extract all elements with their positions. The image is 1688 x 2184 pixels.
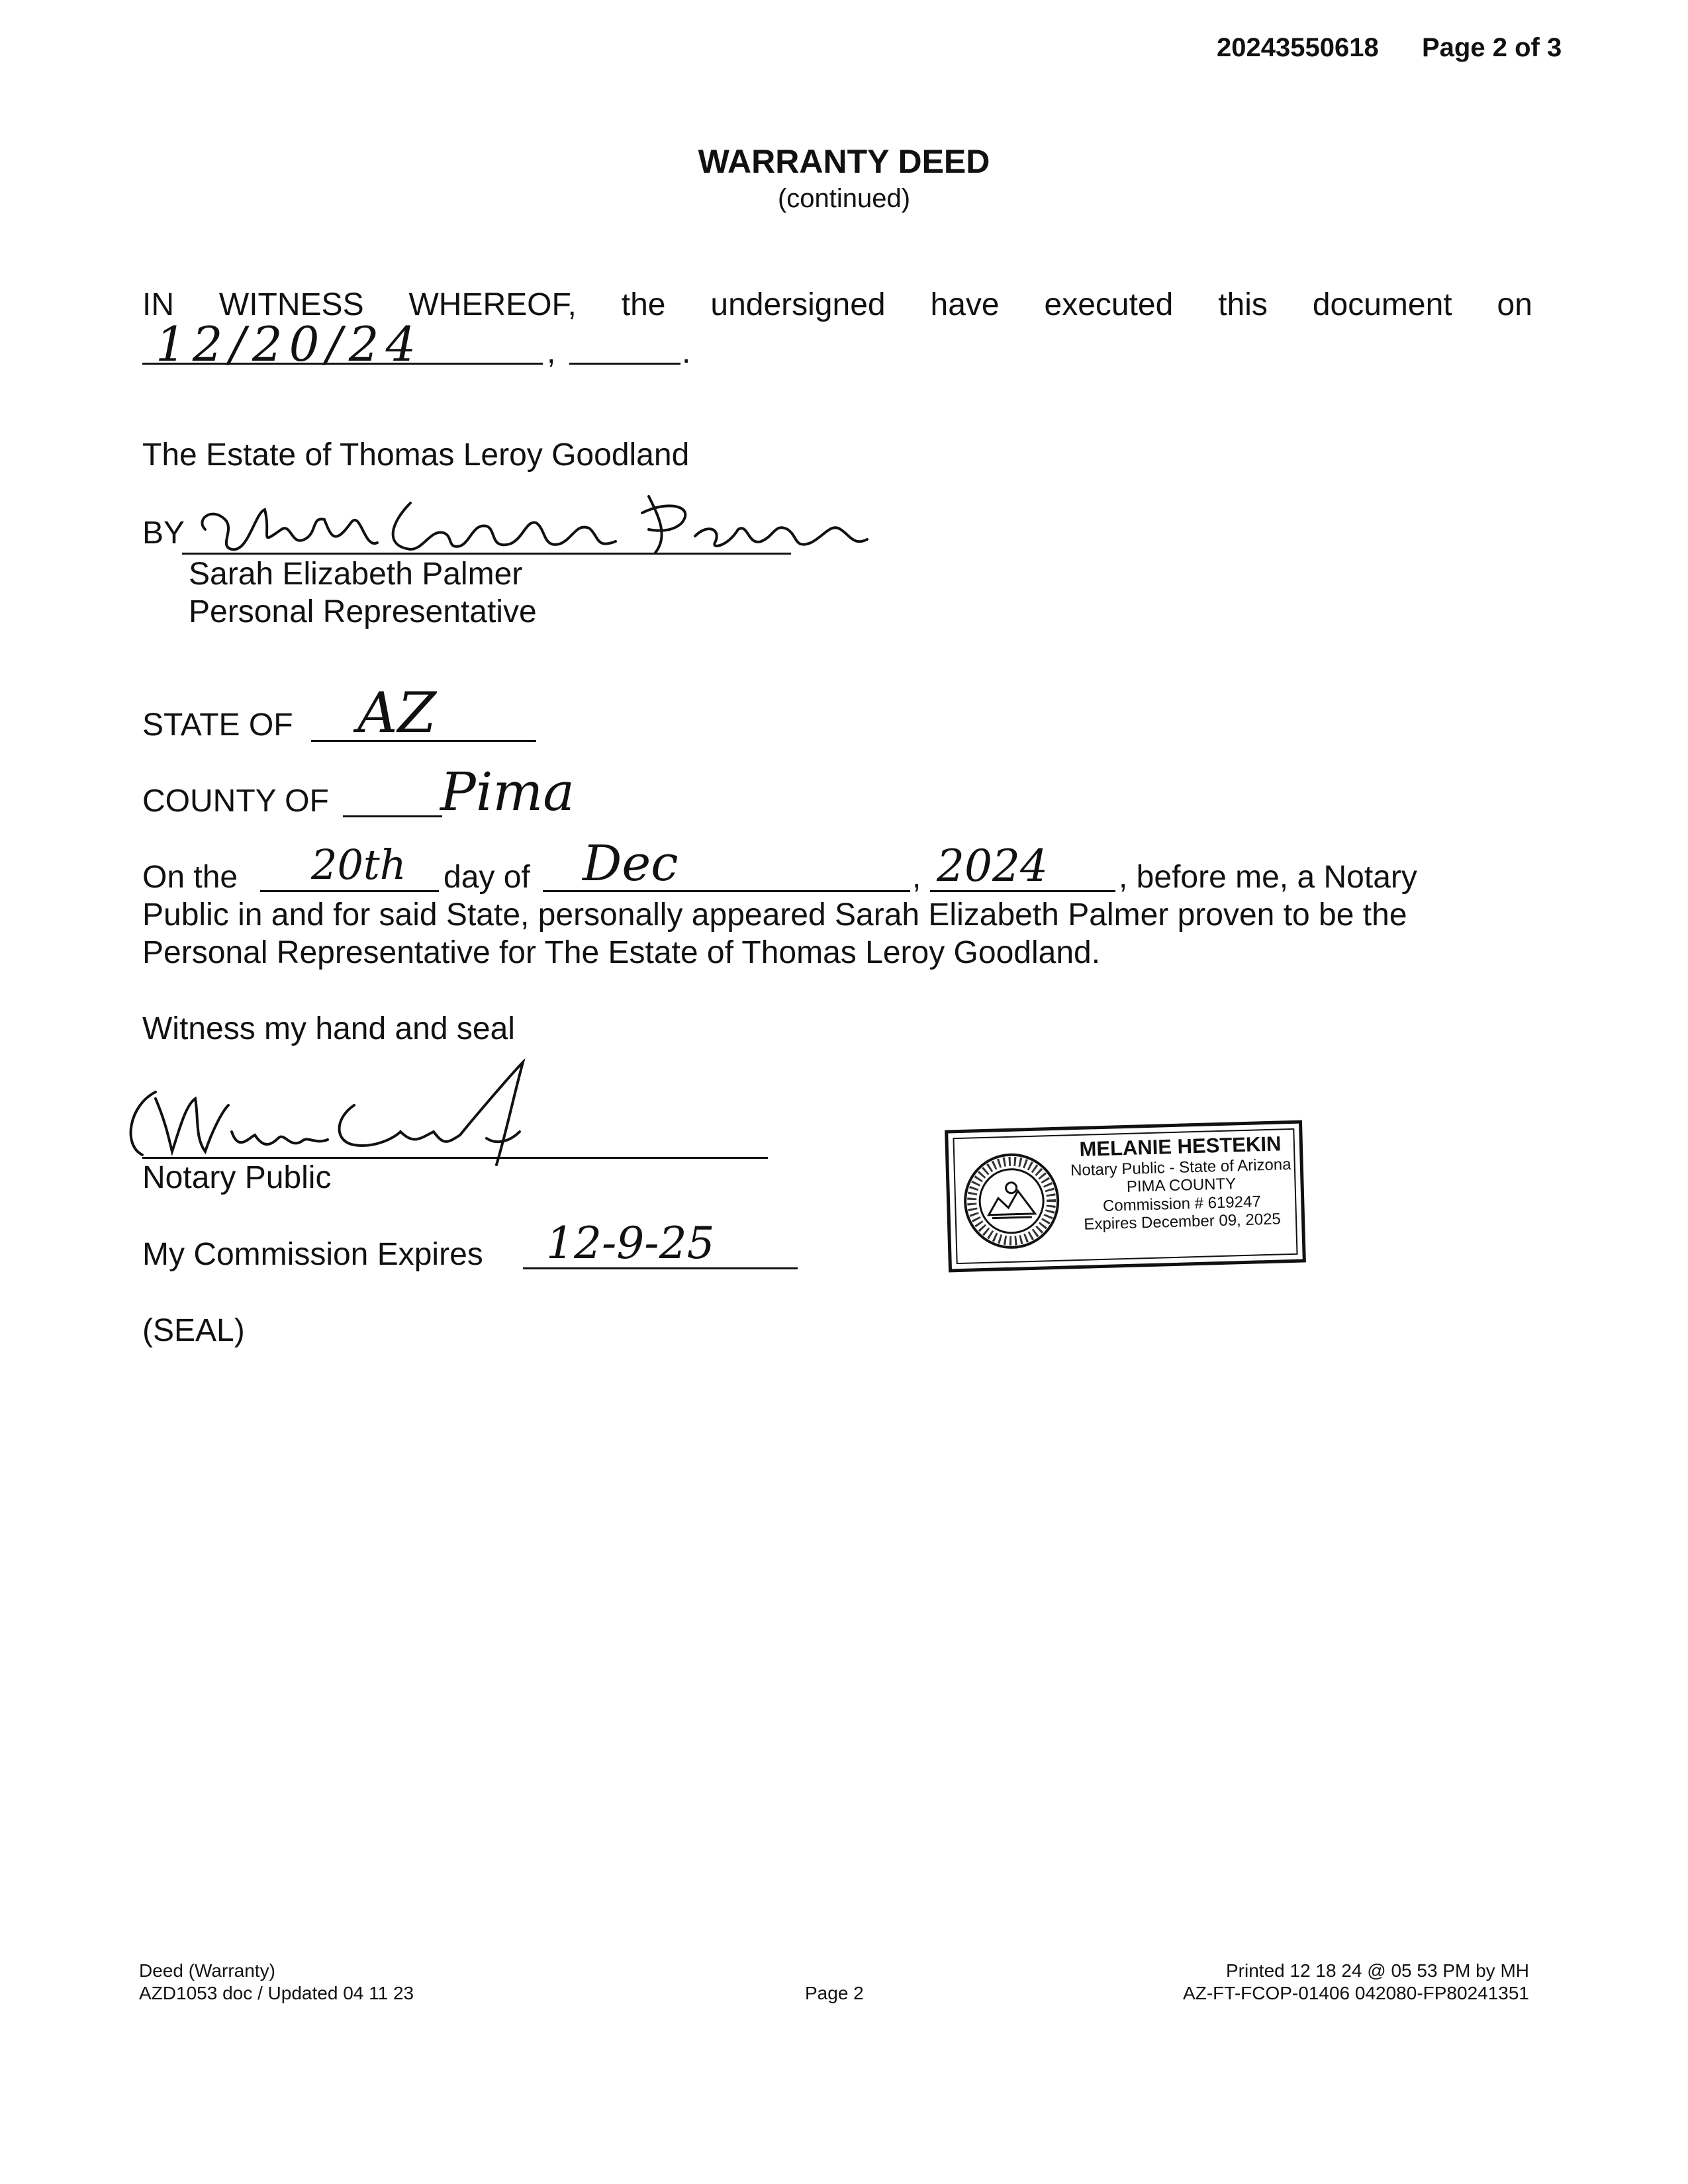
witness-word: undersigned	[710, 287, 886, 322]
witness-word: WHEREOF,	[408, 287, 577, 322]
witness-word: executed	[1044, 287, 1174, 322]
footer-form-code: AZD1053 doc / Updated 04 11 23	[139, 1983, 414, 2003]
execution-date-handwritten: 12/20/24	[156, 316, 423, 372]
commission-label: My Commission Expires	[142, 1237, 483, 1272]
document-title: WARRANTY DEED	[698, 143, 990, 180]
stamp-state-line: Notary Public - State of Arizona	[1070, 1155, 1291, 1179]
witness-word: WITNESS	[218, 287, 364, 322]
execution-date-period: .	[682, 335, 691, 370]
signer-title: Personal Representative	[189, 594, 537, 629]
county-line	[343, 815, 442, 817]
stamp-expiry-line: Expires December 09, 2025	[1084, 1210, 1282, 1234]
month-value: Dec	[583, 835, 679, 892]
footer-page-number: Page 2	[805, 1983, 864, 2003]
witness-word: document	[1312, 287, 1452, 322]
day-value: 20th	[311, 841, 406, 889]
day-line	[260, 890, 439, 892]
county-label: COUNTY OF	[142, 784, 329, 819]
signer-name: Sarah Elizabeth Palmer	[189, 557, 523, 592]
commission-line	[523, 1267, 798, 1269]
document-subtitle: (continued)	[777, 184, 911, 213]
by-label: BY	[142, 516, 185, 551]
day-of-label: day of	[444, 860, 530, 895]
county-value: Pima	[440, 761, 575, 823]
commission-value: 12-9-25	[546, 1218, 715, 1269]
stamp-notary-name: MELANIE HESTEKIN	[1079, 1132, 1282, 1161]
on-the-label: On the	[142, 860, 238, 895]
grantor-signature-line	[182, 553, 791, 555]
footer-form-name: Deed (Warranty)	[139, 1960, 275, 1981]
year-value: 2024	[937, 841, 1048, 891]
notary-stamp	[945, 1120, 1306, 1273]
before-me-text: , before me, a Notary	[1119, 860, 1417, 895]
seal-label: (SEAL)	[142, 1313, 245, 1348]
year-line	[930, 890, 1115, 892]
month-line	[543, 890, 910, 892]
footer-printed-info: Printed 12 18 24 @ 05 53 PM by MH	[1226, 1960, 1529, 1981]
notary-public-label: Notary Public	[142, 1160, 332, 1195]
stamp-text-block	[1064, 1132, 1299, 1235]
notary-signature-scribble	[116, 1059, 579, 1171]
execution-date-separator: ,	[547, 335, 556, 370]
notary-signature-line	[142, 1157, 768, 1159]
witness-word: the	[621, 287, 666, 322]
footer-file-code: AZ-FT-FCOP-01406 042080-FP80241351	[1183, 1983, 1529, 2003]
witness-word: this	[1218, 287, 1268, 322]
witness-word: on	[1497, 287, 1532, 322]
execution-date-line	[142, 363, 543, 365]
stamp-commission-line: Commission # 619247	[1102, 1193, 1262, 1215]
month-separator: ,	[912, 860, 921, 895]
execution-year-line	[569, 363, 680, 365]
arizona-seal-icon	[961, 1150, 1062, 1252]
state-line	[311, 740, 536, 742]
witness-word: have	[930, 287, 1000, 322]
document-number: 20243550618	[1217, 33, 1379, 62]
stamp-county-line: PIMA COUNTY	[1126, 1175, 1237, 1197]
state-label: STATE OF	[142, 707, 293, 743]
page-indicator: Page 2 of 3	[1422, 33, 1562, 62]
witness-hand-text: Witness my hand and seal	[142, 1011, 515, 1046]
witness-word: IN	[142, 287, 174, 322]
state-value: AZ	[357, 680, 437, 745]
acknowledgment-line-3: Personal Representative for The Estate of Thomas Leroy Goodland.	[142, 935, 1101, 970]
grantor-estate: The Estate of Thomas Leroy Goodland	[142, 437, 690, 473]
acknowledgment-line-2: Public in and for said State, personally appeared Sarah Elizabeth Palmer proven to be the	[142, 897, 1407, 933]
notary-signature	[116, 1059, 579, 1171]
